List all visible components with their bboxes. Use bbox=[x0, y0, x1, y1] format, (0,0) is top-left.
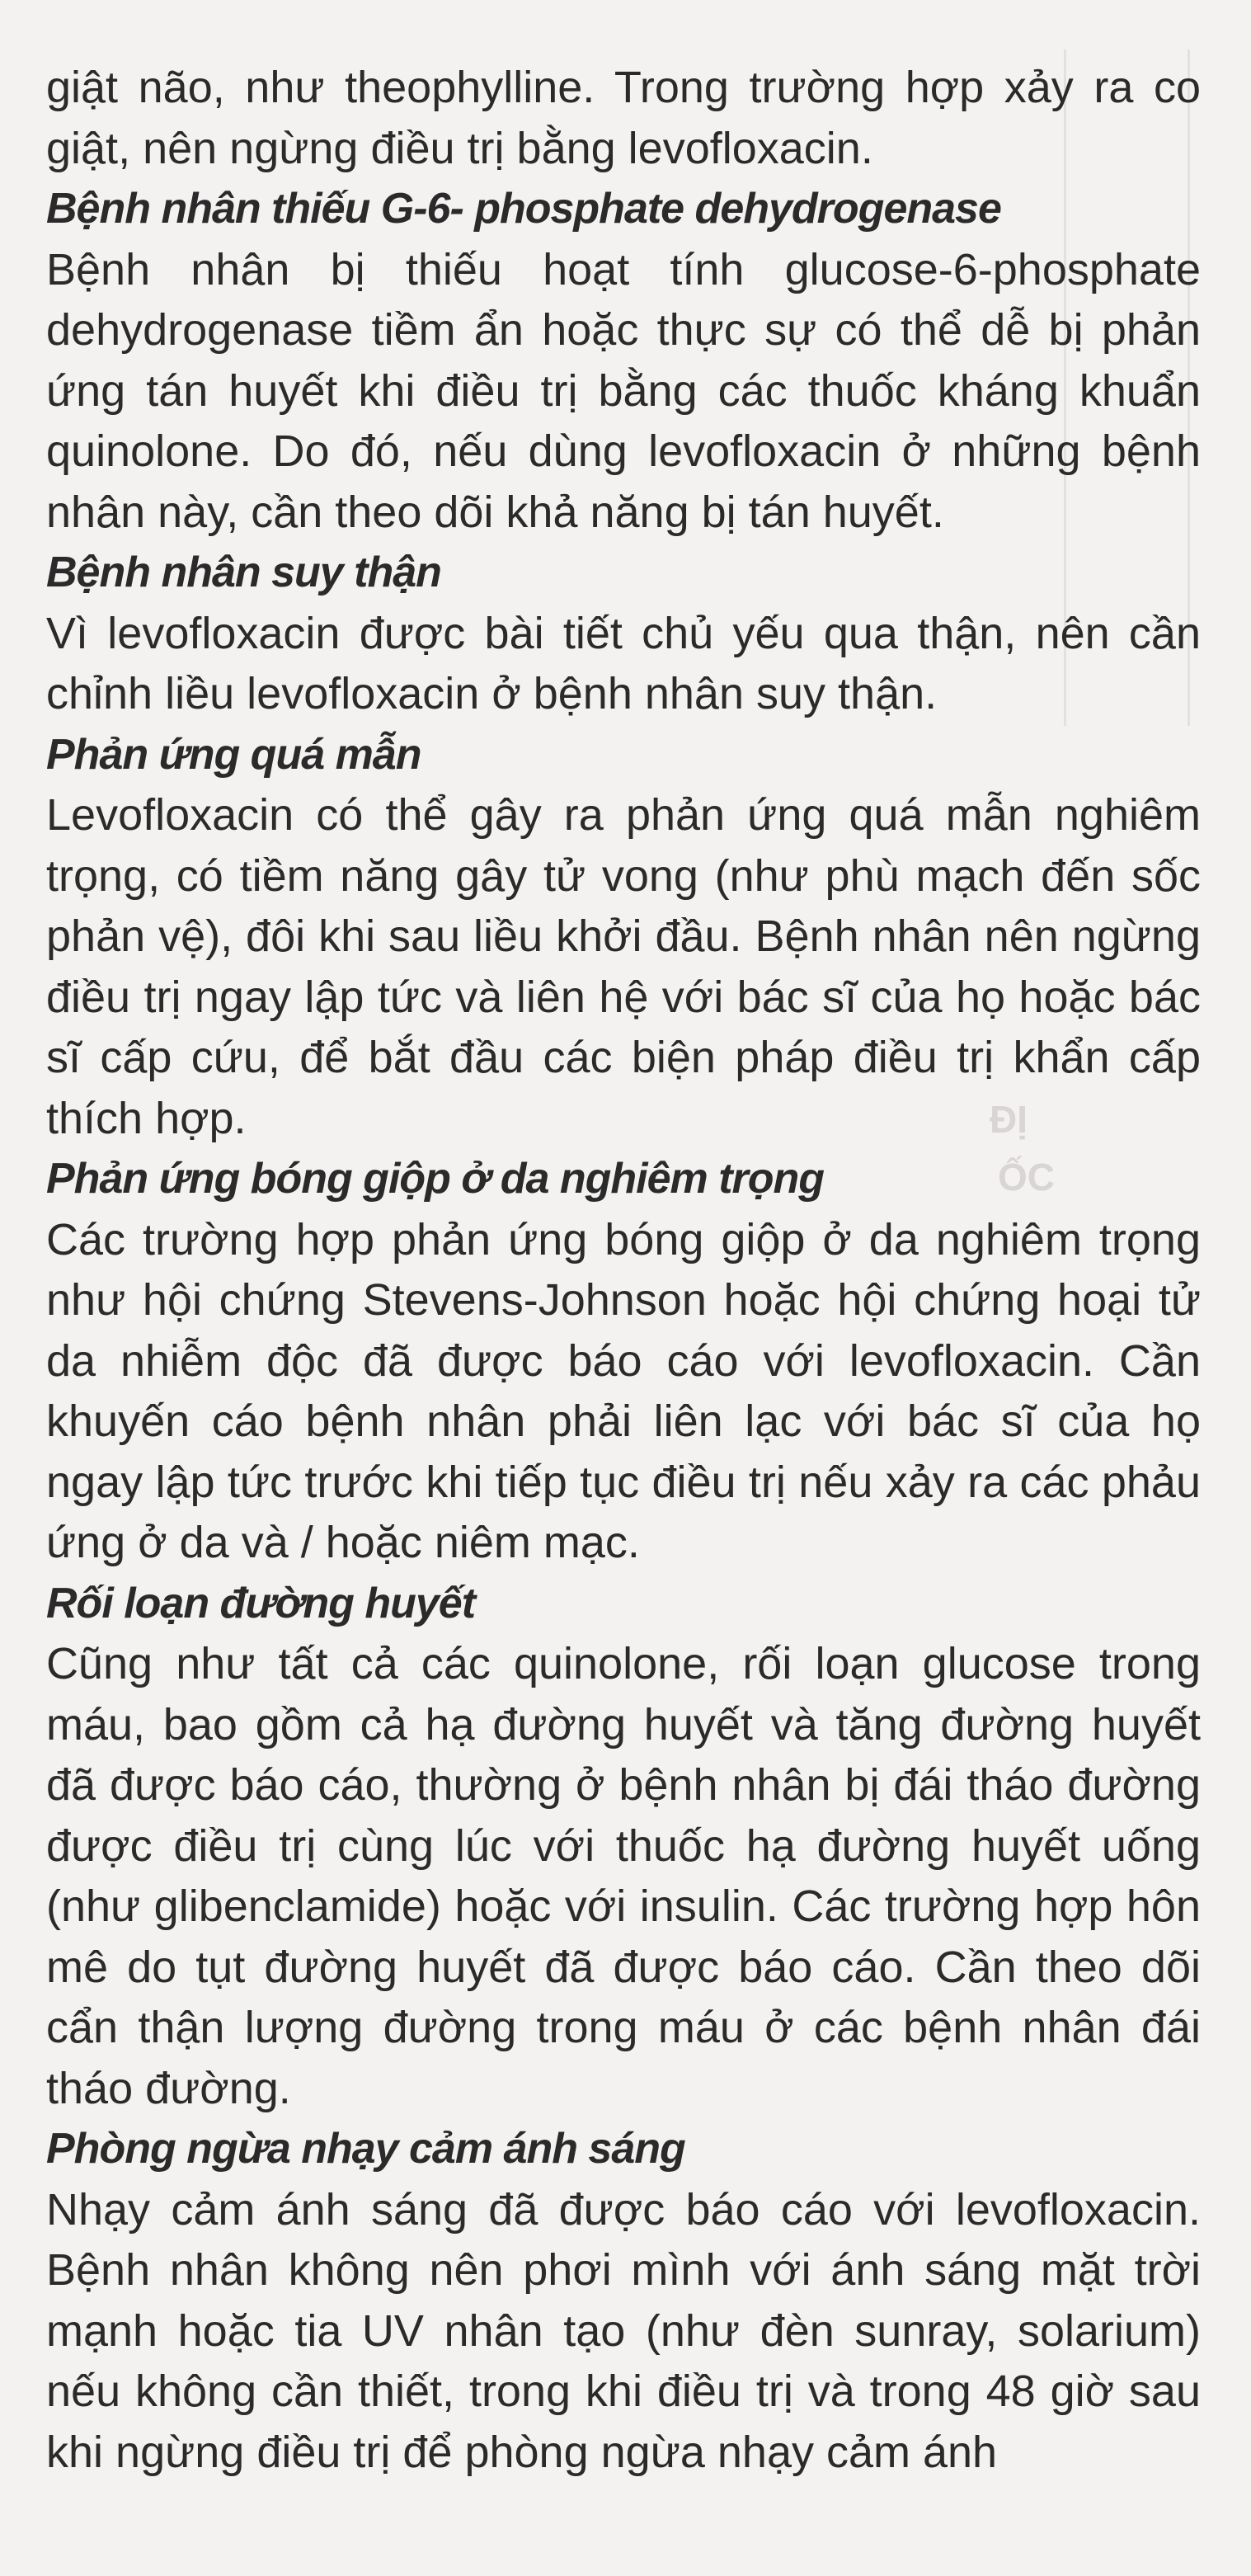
section-body: Vì levofloxacin được bài tiết chủ yếu qua thận, nên cần chỉnh liều levofloxacin ở bệnh nhân suy thận. bbox=[46, 608, 1201, 718]
section-heading: Phản ứng quá mẫn bbox=[46, 730, 421, 779]
show-through-text: ĐỊ bbox=[990, 1098, 1028, 1141]
section-body: Nhạy cảm ánh sáng đã được báo cáo với levofloxacin. Bệnh nhân không nên phơi mình với ánh sáng mặt trời mạnh hoặc tia UV nhân tạo (như đèn sunray, solarium) nếu không cần thiết, trong khi điều trị và trong 48 giờ sau khi ngừng điều trị để phòng ngừa nhạy cảm ánh bbox=[46, 2184, 1201, 2477]
section-g6pd-deficiency bbox=[46, 179, 1201, 543]
section-body: Các trường hợp phản ứng bóng giộp ở da nghiêm trọng như hội chứng Stevens-Johnson hoặc hội chứng hoại tử da nhiễm độc đã được báo cáo với levofloxacin. Cần khuyến cáo bệnh nhân phải liên lạc với bác sĩ của họ ngay lập tức trước khi tiếp tục điều trị nếu xảy ra các phảu ứng ở da và / hoặc niêm mạc. bbox=[46, 1214, 1201, 1567]
section-heading: Phản ứng bóng giộp ở da nghiêm trọng bbox=[46, 1155, 825, 1203]
section-heading: Bệnh nhân thiếu G-6- phosphate dehydrogenase bbox=[46, 185, 1001, 233]
intro-paragraph: giật não, như theophylline. Trong trường hợp xảy ra co giật, nên ngừng điều trị bằng levofloxacin. bbox=[46, 63, 1201, 173]
section-photosensitivity bbox=[46, 2119, 1201, 2483]
section-renal-impairment bbox=[46, 543, 1201, 725]
section-body: Bệnh nhân bị thiếu hoạt tính glucose-6-phosphate dehydrogenase tiềm ẩn hoặc thực sự có thể dễ bị phản ứng tán huyết khi điều trị bằng các thuốc kháng khuẩn quinolone. Do đó, nếu dùng levofloxacin ở những bệnh nhân này, cần theo dõi khả năng bị tán huyết. bbox=[46, 244, 1201, 537]
show-through-text: ỐC bbox=[998, 1156, 1055, 1199]
section-hypersensitivity bbox=[46, 725, 1201, 1150]
section-heading: Rối loạn đường huyết bbox=[46, 1579, 476, 1627]
section-heading: Bệnh nhân suy thận bbox=[46, 549, 441, 596]
section-body: Cũng như tất cả các quinolone, rối loạn glucose trong máu, bao gồm cả hạ đường huyết và tăng đường huyết đã được báo cáo, thường ở bệnh nhân bị đái tháo đường được điều trị cùng lúc với thuốc hạ đường huyết uống (như glibenclamide) hoặc với insulin. Các trường hợp hôn mê do tụt đường huyết đã được báo cáo. Cần theo dõi cẩn thận lượng đường trong máu ở các bệnh nhân đái tháo đường. bbox=[46, 1639, 1201, 2113]
section-body: Levofloxacin có thể gây ra phản ứng quá mẫn nghiêm trọng, có tiềm năng gây tử vong (như phù mạch đến sốc phản vệ), đôi khi sau liều khởi đầu. Bệnh nhân nên ngừng điều trị ngay lập tức và liên hệ với bác sĩ của họ hoặc bác sĩ cấp cứu, để bắt đầu các biện pháp điều trị khẩn cấp thích hợp. bbox=[46, 790, 1201, 1143]
leaflet-page bbox=[46, 58, 1201, 2483]
section-dysglycemia bbox=[46, 1574, 1201, 2120]
section-heading: Phòng ngừa nhạy cảm ánh sáng bbox=[46, 2125, 685, 2173]
section-bullous-skin-reactions bbox=[46, 1149, 1201, 1574]
